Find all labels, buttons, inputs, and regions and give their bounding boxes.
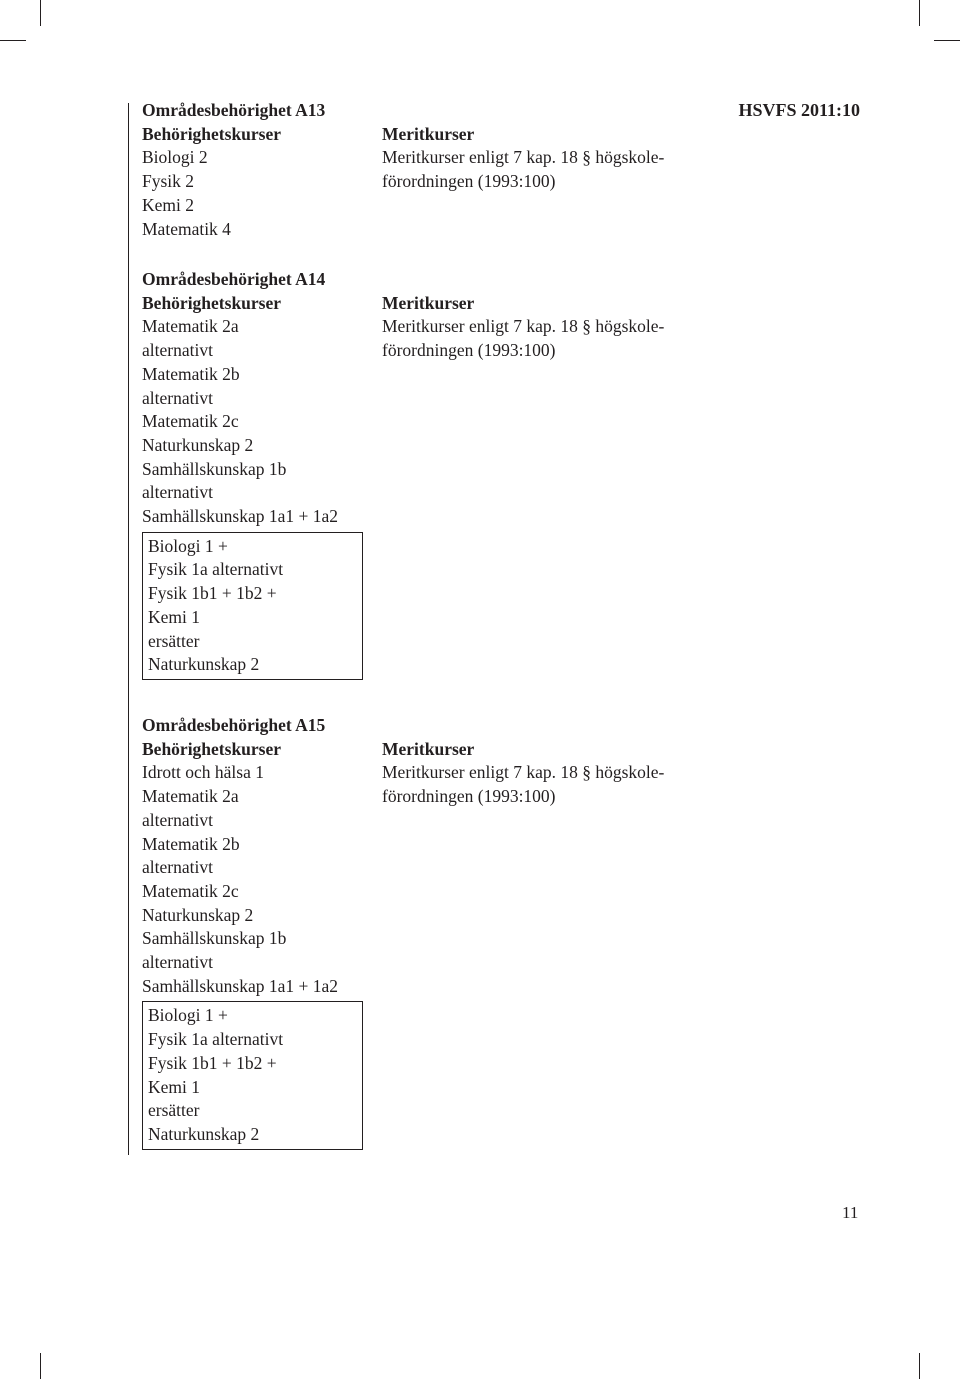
courses-heading: Behörighetskurser [142, 123, 282, 144]
crop-mark-top-left-h [0, 40, 26, 41]
box-line: Naturkunskap 2 [148, 654, 260, 675]
course-item: Fysik 2 [142, 171, 195, 192]
merit-heading: Meritkurser [382, 738, 475, 759]
course-item: Biologi 2 [142, 147, 208, 168]
box-line: Fysik 1b1 + 1b2 + [148, 1052, 277, 1073]
course-item: Naturkunskap 2 [142, 904, 254, 925]
course-item: Samhällskunskap 1a1 + 1a2 [142, 506, 339, 527]
merit-text: förordningen (1993:100) [382, 786, 556, 807]
courses-column [142, 292, 372, 680]
courses-column [142, 123, 372, 242]
merit-column [382, 738, 702, 809]
course-item: Naturkunskap 2 [142, 434, 254, 455]
crop-mark-top-left [40, 0, 41, 26]
section-a13 [142, 99, 665, 239]
merit-column [382, 123, 702, 194]
section-title: Områdesbehörighet A15 [142, 715, 326, 735]
box-line: Fysik 1a alternativt [148, 1029, 284, 1050]
course-item: Matematik 2b [142, 833, 240, 854]
course-item: alternativt [142, 952, 213, 973]
box-line: ersätter [148, 1100, 200, 1121]
courses-heading: Behörighetskurser [142, 292, 282, 313]
course-item: Kemi 2 [142, 194, 195, 215]
substitution-box [142, 1001, 363, 1149]
courses-column [142, 738, 372, 1150]
courses-heading: Behörighetskurser [142, 738, 282, 759]
box-line: Biologi 1 + [148, 535, 228, 556]
course-item: Matematik 2b [142, 363, 240, 384]
crop-mark-bottom-left [40, 1353, 41, 1379]
course-item: Idrott och hälsa 1 [142, 762, 264, 783]
section-title: Områdesbehörighet A13 [142, 100, 326, 120]
merit-heading: Meritkurser [382, 292, 475, 313]
course-item: alternativt [142, 482, 213, 503]
course-item: Samhällskunskap 1b [142, 458, 287, 479]
box-line: Kemi 1 [148, 606, 201, 627]
course-item: Samhällskunskap 1a1 + 1a2 [142, 975, 339, 996]
course-item: Matematik 4 [142, 218, 231, 239]
box-line: Naturkunskap 2 [148, 1123, 260, 1144]
course-item: alternativt [142, 340, 213, 361]
course-item: Matematik 2c [142, 411, 239, 432]
course-item: alternativt [142, 809, 213, 830]
box-line: Kemi 1 [148, 1076, 201, 1097]
crop-mark-bottom-right [919, 1353, 920, 1379]
box-line: Fysik 1b1 + 1b2 + [148, 583, 277, 604]
section-title: Områdesbehörighet A14 [142, 269, 326, 289]
merit-text: förordningen (1993:100) [382, 340, 556, 361]
crop-mark-top-right-h [934, 40, 960, 41]
course-item: Samhällskunskap 1b [142, 928, 287, 949]
crop-mark-top-right [919, 0, 920, 26]
section-a14 [142, 268, 665, 675]
course-item: Matematik 2c [142, 880, 239, 901]
course-item: alternativt [142, 387, 213, 408]
merit-text: Meritkurser enligt 7 kap. 18 § högskole- [382, 762, 665, 783]
substitution-box [142, 532, 363, 680]
document-code: HSVFS 2011:10 [738, 100, 860, 120]
merit-text: Meritkurser enligt 7 kap. 18 § högskole- [382, 147, 665, 168]
merit-column [382, 292, 702, 363]
course-item: Matematik 2a [142, 316, 239, 337]
merit-heading: Meritkurser [382, 123, 475, 144]
course-item: alternativt [142, 857, 213, 878]
merit-text: förordningen (1993:100) [382, 171, 556, 192]
page-number: 11 [842, 1203, 859, 1222]
box-line: ersätter [148, 630, 200, 651]
box-line: Fysik 1a alternativt [148, 559, 284, 580]
margin-rule [128, 103, 129, 1155]
merit-text: Meritkurser enligt 7 kap. 18 § högskole- [382, 316, 665, 337]
box-line: Biologi 1 + [148, 1005, 228, 1026]
course-item: Matematik 2a [142, 786, 239, 807]
section-a15 [142, 714, 665, 1144]
